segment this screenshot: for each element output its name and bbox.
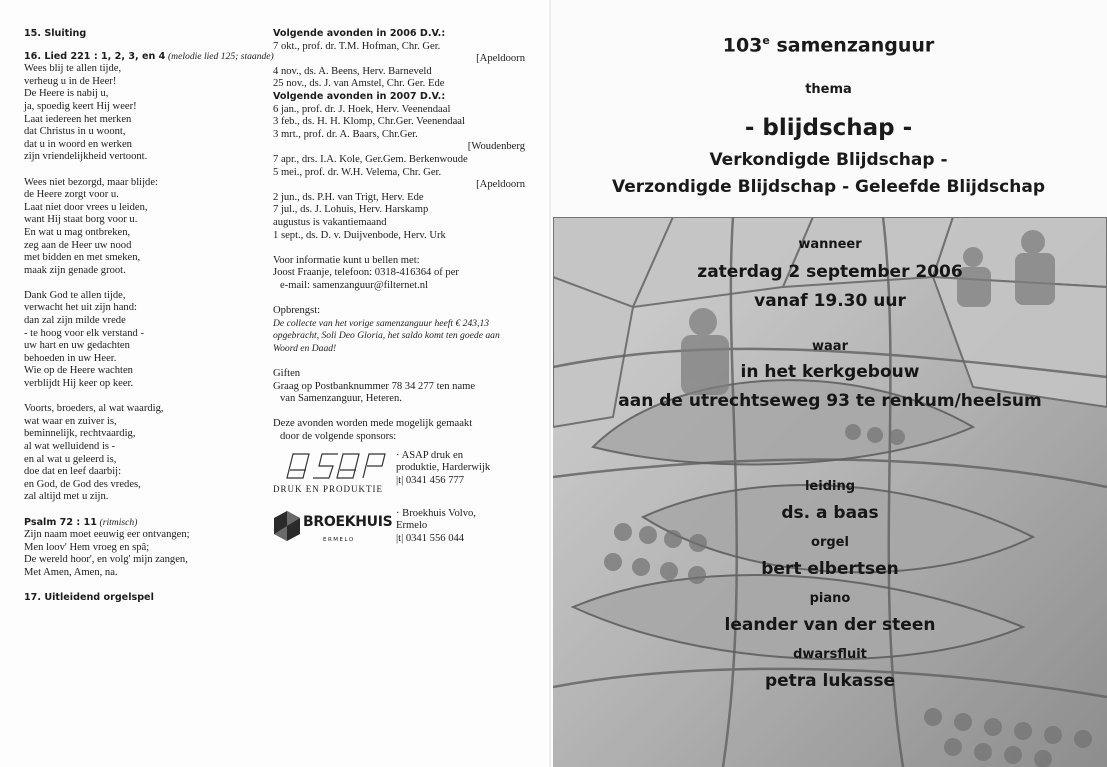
sponsor-line: · ASAP druk en <box>396 449 463 461</box>
psalm-verse <box>24 529 260 579</box>
sponsor-asap <box>273 450 525 502</box>
schedule-entry: 3 mrt., prof. dr. A. Baars, Chr.Ger. <box>273 128 418 140</box>
sponsor-intro: Deze avonden worden mede mogelijk gemaakt <box>273 418 473 430</box>
stained-glass-photo <box>553 217 1107 767</box>
waar-label: waar <box>812 339 848 354</box>
theme-subtitle-1: Verkondigde Blijdschap - <box>709 150 948 170</box>
verse-line: Laat niet door vrees u leiden, <box>24 201 148 213</box>
schedule-entry: 6 jan., prof. dr. J. Hoek, Herv. Veenendaal <box>273 103 451 115</box>
schedule-entry-place: [Woudenberg <box>467 141 525 153</box>
opbrengst-heading: Opbrengst: <box>273 305 321 317</box>
theme-subtitle-2: Verzondigde Blijdschap - Geleefde Blijdschap <box>612 177 1045 197</box>
verse-line: zal altijd met u zijn. <box>24 491 109 503</box>
piano-label: piano <box>809 591 851 606</box>
verse-line: Wees blij te allen tijde, <box>24 63 122 75</box>
psalm-line: Met Amen, Amen, na. <box>24 566 118 578</box>
verse-line: dat u in woord en werken <box>24 138 132 150</box>
event-time: vanaf 19.30 uur <box>754 291 906 311</box>
opbrengst-line: Woord en Daad! <box>273 342 337 354</box>
piano-name: leander van der steen <box>724 615 936 635</box>
verse-line: dan zal zijn milde vrede <box>24 315 126 327</box>
verse-line: en God, de God des vredes, <box>24 478 141 490</box>
dwarsfluit-label: dwarsfluit <box>793 647 867 662</box>
info-line: Voor informatie kunt u bellen met: <box>273 254 420 266</box>
uitleidend-heading: 17. Uitleidend orgelspel <box>24 592 154 604</box>
verse-line: verblijdt Hij keer op keer. <box>24 378 134 390</box>
schedule-entry: 2 jun., ds. P.H. van Trigt, Herv. Ede <box>273 191 424 203</box>
orgel-name: bert elbertsen <box>761 559 899 579</box>
verse-line: En wat u mag ontbreken, <box>24 226 131 238</box>
sponsor-line: produktie, Harderwijk <box>396 462 491 474</box>
schedule-entry: 5 mei., prof. dr. W.H. Velema, Chr. Ger. <box>273 166 442 178</box>
verse-line: en al wat u geleerd is, <box>24 453 117 465</box>
broekhuis-logo <box>273 510 393 546</box>
psalm-line: De wereld hoor', en volg' mijn zangen, <box>24 554 188 566</box>
psalm-line: Men loov' Hem vroeg en spâ; <box>24 541 150 553</box>
info-email: e-mail: samenzanguur@filternet.nl <box>280 279 429 291</box>
schedule-entry: 4 nov., ds. A. Beens, Herv. Barneveld <box>273 65 432 77</box>
verse-line: Laat iedereen het merken <box>24 113 132 125</box>
broekhuis-logo-name: BROEKHUIS <box>303 513 393 530</box>
sponsor-intro: door de volgende sponsors: <box>280 431 397 442</box>
sponsor-line: |t| 0341 456 777 <box>396 474 465 486</box>
sponsor-line: · Broekhuis Volvo, <box>396 507 476 519</box>
verse-1 <box>24 63 260 164</box>
verse-line: zeg aan de Heer uw nood <box>24 239 132 251</box>
lied-note: (melodie lied 125; staande) <box>167 50 274 62</box>
verse-line: Voorts, broeders, al wat waardig, <box>24 403 164 415</box>
verse-line: want Hij staat borg voor u. <box>24 214 138 226</box>
schedule-entry: 3 feb., ds. H. H. Klomp, Chr.Ger. Veenendaal <box>273 116 465 128</box>
broekhuis-details <box>396 508 526 546</box>
info-column <box>273 28 525 560</box>
broekhuis-hex-icon <box>273 510 301 542</box>
event-title: 103e samenzanguur <box>722 34 935 57</box>
leiding-label: leiding <box>804 479 856 494</box>
cover-header <box>550 0 1107 217</box>
verse-line: wat waar en zuiver is, <box>24 415 117 427</box>
wanneer-label: wanneer <box>798 237 862 252</box>
verse-line: beminnelijk, rechtvaardig, <box>24 428 136 440</box>
verse-line: met bidden en met smeken, <box>24 252 141 264</box>
theme-title: - blijdschap - <box>744 115 913 141</box>
schedule-entry: 7 jul., ds. J. Lohuis, Herv. Harskamp <box>273 204 429 216</box>
broekhuis-logo-sub: ERMELO <box>323 536 355 543</box>
orgel-label: orgel <box>811 535 849 550</box>
verse-2 <box>24 177 260 278</box>
sluiting-heading: 15. Sluiting <box>24 28 87 39</box>
giften-line: Graag op Postbanknummer 78 34 277 ten name <box>273 380 476 392</box>
schedule-2007-heading: Volgende avonden in 2007 D.V.: <box>273 90 446 102</box>
info-line: Joost Fraanje, telefoon: 0318-416364 of per <box>273 267 459 279</box>
leiding-name: ds. a baas <box>781 503 879 523</box>
verse-line: Wie op de Heere wachten <box>24 365 133 377</box>
schedule-entry: 25 nov., ds. J. van Amstel, Chr. Ger. Ede <box>273 78 445 90</box>
verse-line: ja, spoedig keert Hij weer! <box>24 100 137 112</box>
asap-logo <box>273 450 389 496</box>
venue-line-2: aan de utrechtseweg 93 te renkum/heelsum <box>618 391 1042 411</box>
verse-line: Dank God te allen tijde, <box>24 289 126 301</box>
verse-line: behoeden in uw Heer. <box>24 352 117 364</box>
psalm-line: Zijn naam moet eeuwig eer ontvangen; <box>24 529 190 541</box>
schedule-2006-heading: Volgende avonden in 2006 D.V.: <box>273 28 446 39</box>
sponsor-line: |t| 0341 556 044 <box>396 532 465 544</box>
lied-heading <box>24 50 274 64</box>
asap-details <box>396 450 526 488</box>
opbrengst-line: De collecte van het vorige samenzanguur heeft € 243,13 <box>273 317 490 329</box>
verse-line: verwacht het uit zijn hand: <box>24 302 137 314</box>
sponsor-broekhuis <box>273 508 525 560</box>
schedule-entry: 7 apr., drs. I.A. Kole, Ger.Gem. Berkenwoude <box>273 153 468 165</box>
lied-title: 16. Lied 221 : 1, 2, 3, en 4 <box>24 50 166 62</box>
verse-line: De Heere is nabij u, <box>24 88 109 100</box>
verse-3 <box>24 290 260 391</box>
venue-line-1: in het kerkgebouw <box>740 362 920 382</box>
schedule-entry: 1 sept., ds. D. v. Duijvenbode, Herv. Urk <box>273 229 446 241</box>
program-column <box>24 28 274 605</box>
verse-line: maak zijn genade groot. <box>24 264 126 276</box>
verse-line: Wees niet bezorgd, maar blijde: <box>24 176 158 188</box>
psalm-note: (ritmisch) <box>99 516 138 528</box>
opbrengst-line: opgebracht, Soli Deo Gloria, het saldo komt ten goede aan <box>273 330 500 342</box>
event-date: zaterdag 2 september 2006 <box>697 262 963 282</box>
verse-line: dat Christus in u woont, <box>24 126 126 138</box>
verse-4 <box>24 403 260 504</box>
verse-line: - te hoog voor elk verstand - <box>24 327 145 339</box>
verse-line: uw hart en uw gedachten <box>24 340 130 352</box>
asap-logo-graphic <box>281 450 389 482</box>
verse-line: al wat welluidend is - <box>24 441 116 452</box>
schedule-entry-place: [Apeldoorn <box>476 53 525 65</box>
psalm-heading <box>24 517 260 530</box>
verse-line: de Heere zorgt voor u. <box>24 189 119 201</box>
schedule-entry-place: [Apeldoorn <box>476 179 525 191</box>
giften-line: van Samenzanguur, Heteren. <box>280 393 402 405</box>
verse-line: doe dat en leef daarbij: <box>24 466 122 478</box>
schedule-entry: 7 okt., prof. dr. T.M. Hofman, Chr. Ger. <box>273 40 441 52</box>
schedule-entry: augustus is vakantiemaand <box>273 216 387 228</box>
verse-line: zijn vriendelijkheid vertoont. <box>24 151 148 163</box>
dwarsfluit-name: petra lukasse <box>764 671 896 691</box>
verse-line: verheug u in de Heer! <box>24 75 117 87</box>
giften-heading: Giften <box>273 368 301 380</box>
asap-logo-subtitle: DRUK EN PRODUKTIE <box>273 483 383 494</box>
sponsor-line: Ermelo <box>396 520 428 532</box>
psalm-title: Psalm 72 : 11 <box>24 516 97 528</box>
thema-label: thema <box>805 82 852 97</box>
